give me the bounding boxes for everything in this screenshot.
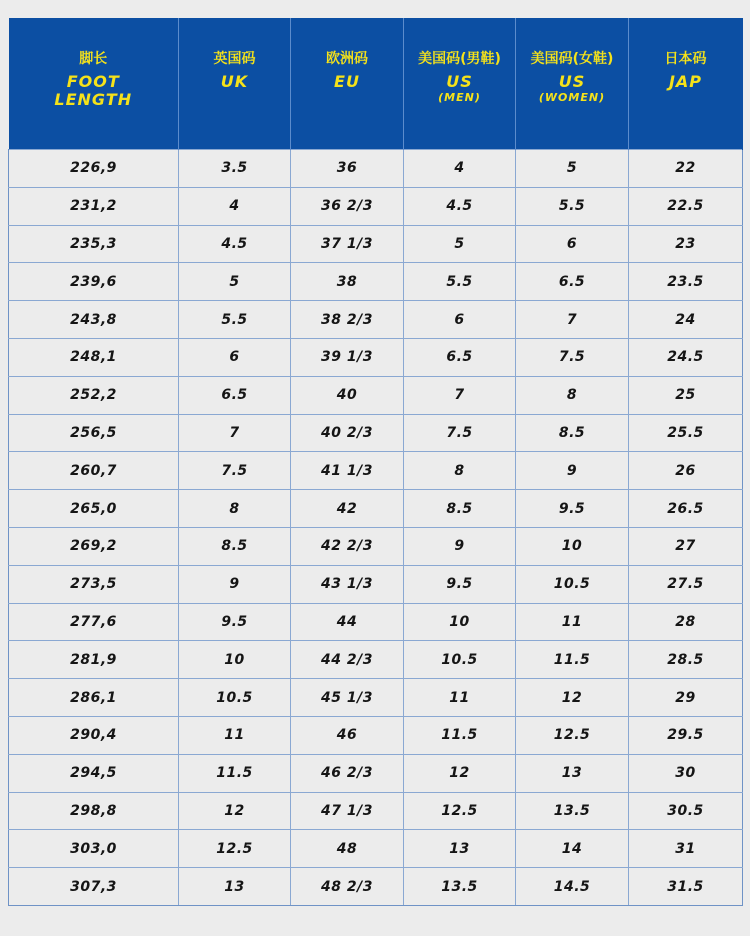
header-en-label: US [558, 72, 586, 91]
table-row [9, 301, 743, 339]
table-body [9, 150, 743, 906]
header-jap [629, 19, 743, 150]
us-men-cell: 10.5 [404, 641, 516, 679]
eu-cell: 46 [291, 716, 404, 754]
header-uk [179, 19, 291, 150]
us-men-cell: 7.5 [404, 414, 516, 452]
foot-length-cell: 239,6 [9, 263, 179, 301]
jap-cell: 30.5 [629, 792, 743, 830]
eu-cell: 42 [291, 490, 404, 528]
uk-cell: 5.5 [179, 301, 291, 339]
foot-length-cell: 235,3 [9, 225, 179, 263]
table-row [9, 679, 743, 717]
foot-length-cell: 303,0 [9, 830, 179, 868]
uk-cell: 11.5 [179, 754, 291, 792]
foot-length-cell: 265,0 [9, 490, 179, 528]
foot-length-cell: 248,1 [9, 338, 179, 376]
us-men-cell: 9.5 [404, 565, 516, 603]
header-us-women [516, 19, 629, 150]
jap-cell: 28.5 [629, 641, 743, 679]
table-row [9, 716, 743, 754]
us-women-cell: 5 [516, 150, 629, 188]
uk-cell: 7 [179, 414, 291, 452]
uk-cell: 12 [179, 792, 291, 830]
us-women-cell: 9 [516, 452, 629, 490]
header-zh-label: 美国码(女鞋) [530, 51, 614, 67]
us-women-cell: 6 [516, 225, 629, 263]
us-men-cell: 4 [404, 150, 516, 188]
us-women-cell: 11 [516, 603, 629, 641]
uk-cell: 13 [179, 868, 291, 906]
us-women-cell: 12 [516, 679, 629, 717]
jap-cell: 24 [629, 301, 743, 339]
us-men-cell: 5 [404, 225, 516, 263]
uk-cell: 7.5 [179, 452, 291, 490]
eu-cell: 38 2/3 [291, 301, 404, 339]
foot-length-cell: 294,5 [9, 754, 179, 792]
table-row [9, 414, 743, 452]
eu-cell: 36 2/3 [291, 187, 404, 225]
jap-cell: 31 [629, 830, 743, 868]
us-women-cell: 14 [516, 830, 629, 868]
jap-cell: 22.5 [629, 187, 743, 225]
foot-length-cell: 260,7 [9, 452, 179, 490]
eu-cell: 43 1/3 [291, 565, 404, 603]
jap-cell: 25 [629, 376, 743, 414]
uk-cell: 6 [179, 338, 291, 376]
us-men-cell: 10 [404, 603, 516, 641]
header-en-label: EU [334, 72, 360, 91]
jap-cell: 27.5 [629, 565, 743, 603]
uk-cell: 8 [179, 490, 291, 528]
eu-cell: 40 2/3 [291, 414, 404, 452]
table-row [9, 754, 743, 792]
header-en-label: FOOT [66, 72, 120, 91]
table-row [9, 603, 743, 641]
jap-cell: 23.5 [629, 263, 743, 301]
table-row [9, 452, 743, 490]
us-men-cell: 13 [404, 830, 516, 868]
size-chart-container [8, 18, 742, 906]
us-women-cell: 8 [516, 376, 629, 414]
jap-cell: 22 [629, 150, 743, 188]
jap-cell: 24.5 [629, 338, 743, 376]
us-men-cell: 4.5 [404, 187, 516, 225]
us-women-cell: 11.5 [516, 641, 629, 679]
header-en-label: JAP [668, 72, 703, 91]
header-zh-label: 欧洲码 [326, 51, 368, 67]
header-sub-label: (MEN) [438, 91, 481, 104]
table-row [9, 150, 743, 188]
us-women-cell: 13.5 [516, 792, 629, 830]
foot-length-cell: 281,9 [9, 641, 179, 679]
us-men-cell: 8.5 [404, 490, 516, 528]
jap-cell: 26 [629, 452, 743, 490]
table-row [9, 565, 743, 603]
jap-cell: 23 [629, 225, 743, 263]
table-row [9, 641, 743, 679]
eu-cell: 36 [291, 150, 404, 188]
us-women-cell: 13 [516, 754, 629, 792]
uk-cell: 12.5 [179, 830, 291, 868]
us-men-cell: 7 [404, 376, 516, 414]
us-women-cell: 5.5 [516, 187, 629, 225]
us-men-cell: 8 [404, 452, 516, 490]
uk-cell: 9.5 [179, 603, 291, 641]
table-row [9, 868, 743, 906]
us-women-cell: 10.5 [516, 565, 629, 603]
us-men-cell: 12 [404, 754, 516, 792]
uk-cell: 4.5 [179, 225, 291, 263]
us-men-cell: 6 [404, 301, 516, 339]
header-row [9, 19, 743, 150]
us-women-cell: 9.5 [516, 490, 629, 528]
us-men-cell: 12.5 [404, 792, 516, 830]
eu-cell: 41 1/3 [291, 452, 404, 490]
header-en-label: UK [220, 72, 249, 91]
foot-length-cell: 307,3 [9, 868, 179, 906]
table-row [9, 490, 743, 528]
jap-cell: 30 [629, 754, 743, 792]
foot-length-cell: 231,2 [9, 187, 179, 225]
us-women-cell: 7.5 [516, 338, 629, 376]
eu-cell: 45 1/3 [291, 679, 404, 717]
us-men-cell: 6.5 [404, 338, 516, 376]
uk-cell: 6.5 [179, 376, 291, 414]
header-eu [291, 19, 404, 150]
table-header [9, 19, 743, 150]
us-men-cell: 11 [404, 679, 516, 717]
header-zh-label: 日本码 [664, 51, 707, 67]
table-row [9, 376, 743, 414]
header-zh-label: 美国码(男鞋) [418, 51, 501, 67]
header-us-men [404, 19, 516, 150]
header-en-label: US [446, 72, 473, 91]
eu-cell: 38 [291, 263, 404, 301]
foot-length-cell: 290,4 [9, 716, 179, 754]
foot-length-cell: 286,1 [9, 679, 179, 717]
uk-cell: 11 [179, 716, 291, 754]
us-women-cell: 8.5 [516, 414, 629, 452]
header-sub-label: (WOMEN) [538, 91, 606, 104]
us-men-cell: 9 [404, 527, 516, 565]
header-foot-length [9, 19, 179, 150]
foot-length-cell: 273,5 [9, 565, 179, 603]
us-men-cell: 11.5 [404, 716, 516, 754]
foot-length-cell: 277,6 [9, 603, 179, 641]
eu-cell: 39 1/3 [291, 338, 404, 376]
foot-length-cell: 226,9 [9, 150, 179, 188]
header-en-label-line2: LENGTH [54, 90, 133, 109]
table-row [9, 263, 743, 301]
jap-cell: 31.5 [629, 868, 743, 906]
eu-cell: 42 2/3 [291, 527, 404, 565]
jap-cell: 28 [629, 603, 743, 641]
us-women-cell: 6.5 [516, 263, 629, 301]
uk-cell: 10 [179, 641, 291, 679]
uk-cell: 5 [179, 263, 291, 301]
us-women-cell: 10 [516, 527, 629, 565]
table-row [9, 527, 743, 565]
us-men-cell: 5.5 [404, 263, 516, 301]
us-women-cell: 12.5 [516, 716, 629, 754]
eu-cell: 46 2/3 [291, 754, 404, 792]
eu-cell: 48 [291, 830, 404, 868]
eu-cell: 47 1/3 [291, 792, 404, 830]
uk-cell: 10.5 [179, 679, 291, 717]
header-zh-label: 脚长 [79, 51, 108, 67]
eu-cell: 44 [291, 603, 404, 641]
us-women-cell: 7 [516, 301, 629, 339]
uk-cell: 4 [179, 187, 291, 225]
eu-cell: 48 2/3 [291, 868, 404, 906]
eu-cell: 44 2/3 [291, 641, 404, 679]
jap-cell: 26.5 [629, 490, 743, 528]
us-women-cell: 14.5 [516, 868, 629, 906]
foot-length-cell: 243,8 [9, 301, 179, 339]
foot-length-cell: 256,5 [9, 414, 179, 452]
jap-cell: 29.5 [629, 716, 743, 754]
foot-length-cell: 269,2 [9, 527, 179, 565]
uk-cell: 8.5 [179, 527, 291, 565]
table-row [9, 792, 743, 830]
foot-length-cell: 298,8 [9, 792, 179, 830]
eu-cell: 40 [291, 376, 404, 414]
shoe-size-table [8, 18, 743, 906]
table-row [9, 338, 743, 376]
uk-cell: 9 [179, 565, 291, 603]
header-zh-label: 英国码 [213, 51, 256, 67]
us-men-cell: 13.5 [404, 868, 516, 906]
jap-cell: 27 [629, 527, 743, 565]
table-row [9, 187, 743, 225]
table-row [9, 830, 743, 868]
jap-cell: 29 [629, 679, 743, 717]
uk-cell: 3.5 [179, 150, 291, 188]
eu-cell: 37 1/3 [291, 225, 404, 263]
jap-cell: 25.5 [629, 414, 743, 452]
table-row [9, 225, 743, 263]
foot-length-cell: 252,2 [9, 376, 179, 414]
